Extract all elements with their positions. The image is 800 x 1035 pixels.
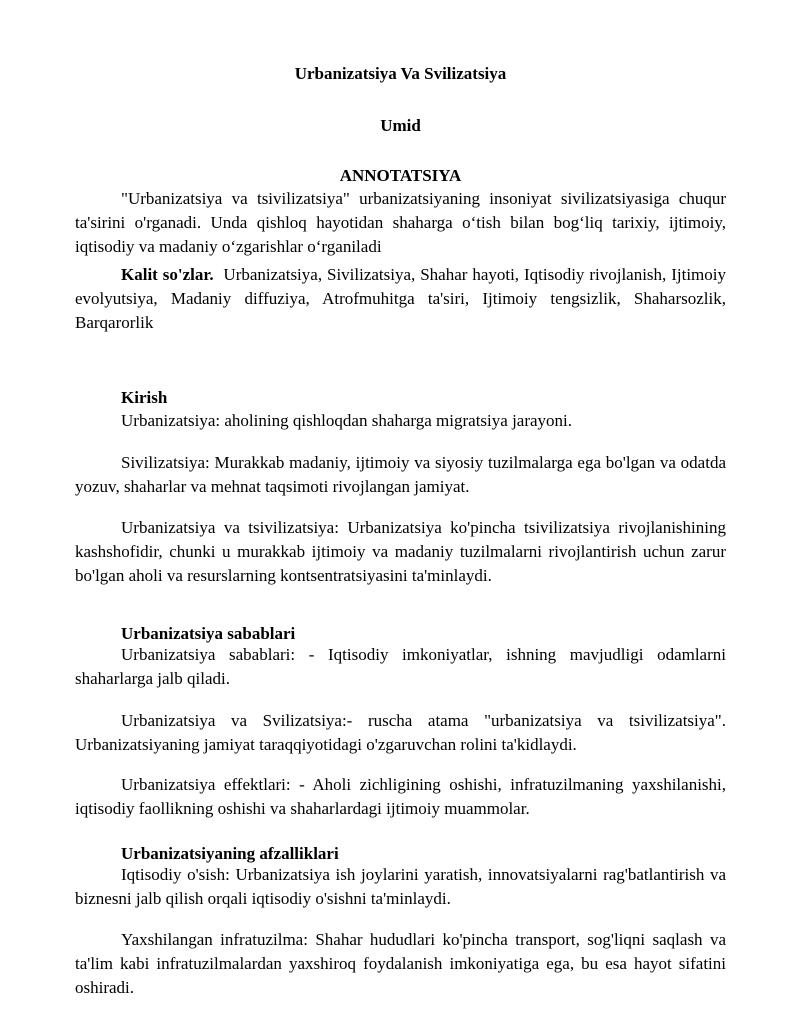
section-heading-urbanizatsiya-sabablari: Urbanizatsiya sabablari xyxy=(121,624,296,643)
paragraph: Urbanizatsiya va tsivilizatsiya: Urbanizatsiya ko'pincha tsivilizatsiya rivojlanishining kashshofidir, chunki u murakkab ijtimoiy va madaniy tuzilmalarni rivojlantirish uchun zarur bo'lgan aholi va resurslarning kontsentratsiyasini ta'minlaydi. xyxy=(75,518,726,585)
paragraph: Iqtisodiy o'sish: Urbanizatsiya ish joylarini yaratish, innovatsiyalarni rag'batlantirish va biznesni jalb qilish orqali iqtisodiy o'sishni ta'minlaydi. xyxy=(75,865,726,908)
paragraph: Urbanizatsiya sabablari: - Iqtisodiy imkoniyatlar, ishning mavjudligi odamlarni shaharlarga jalb qiladi. xyxy=(75,645,726,688)
paragraph: Sivilizatsiya: Murakkab madaniy, ijtimoiy va siyosiy tuzilmalarga ega bo'lgan va odatda yozuv, shaharlar va mehnat taqsimoti rivojlangan jamiyat. xyxy=(75,453,726,496)
paragraph: Yaxshilangan infratuzilma: Shahar hududlari ko'pincha transport, sog'liqni saqlash va ta'lim kabi infratuzilmalardan yaxshiroq foydalanish imkoniyatiga ega, bu esa hayot sifatini oshiradi. xyxy=(75,930,726,997)
paragraph: Urbanizatsiya va Svilizatsiya:- ruscha atama "urbanizatsiya va tsivilizatsiya". Urbanizatsiyaning jamiyat taraqqiyotidagi o'zgaruvchan rolini ta'kidlaydi. xyxy=(75,711,726,754)
document-author: Umid xyxy=(380,116,421,135)
keywords-text: Urbanizatsiya, Sivilizatsiya, Shahar hayoti, Iqtisodiy rivojlanish, Ijtimoiy evolyutsiya, Madaniy diffuziya, Atrofmuhitga ta'siri, Ijtimoiy tengsizlik, Shaharsozlik, Barqarorlik xyxy=(75,265,726,332)
document-title: Urbanizatsiya Va Svilizatsiya xyxy=(294,64,507,83)
paragraph: Urbanizatsiya: aholining qishloqdan shaharga migratsiya jarayoni. xyxy=(121,411,573,430)
section-heading-urbanizatsiyaning-afzalliklari: Urbanizatsiyaning afzalliklari xyxy=(121,844,339,863)
keywords-paragraph xyxy=(75,263,726,335)
keywords-label: Kalit so'zlar. xyxy=(121,265,214,284)
section-heading-kirish: Kirish xyxy=(121,388,168,407)
paragraph: Urbanizatsiya effektlari: - Aholi zichligining oshishi, infratuzilmaning yaxshilanishi, iqtisodiy faollikning oshishi va shaharlardagi ijtimoiy muammolar. xyxy=(75,775,726,818)
annotation-text: "Urbanizatsiya va tsivilizatsiya" urbanizatsiyaning insoniyat sivilizatsiyasiga chuqur ta'sirini o'rganadi. Unda qishloq hayotidan shaharga o‘tish bilan bog‘liq tarixiy, ijtimoiy, iqtisodiy va madaniy o‘zgarishlar o‘rganiladi xyxy=(75,189,726,256)
annotation-heading: ANNOTATSIYA xyxy=(339,166,462,185)
